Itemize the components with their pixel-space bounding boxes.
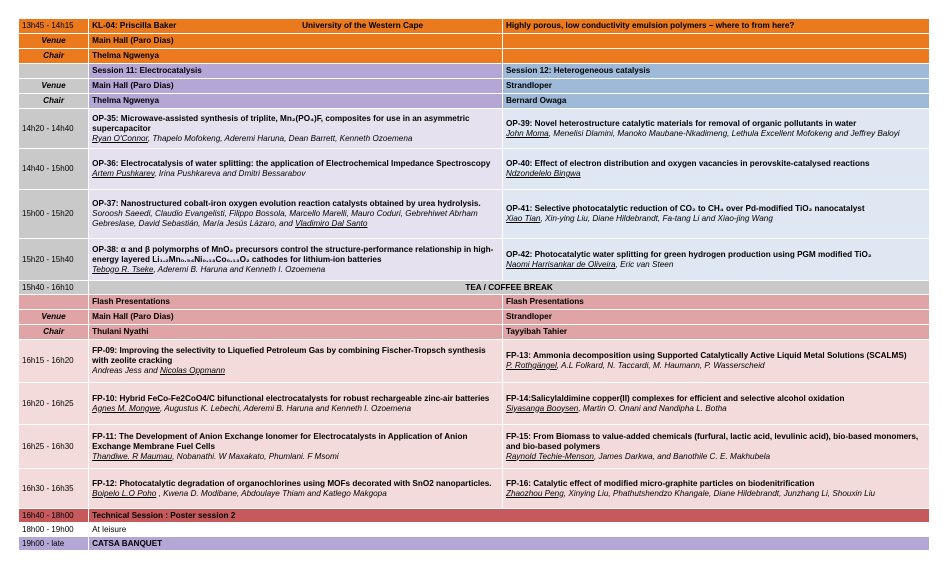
flash-row: [19, 340, 930, 383]
co-authors: , Eric van Steen: [615, 259, 674, 269]
presenter-name: Naomi Harrisankar de Oliveira: [505, 259, 616, 269]
talk-authors: [92, 134, 499, 144]
talk-authors: [92, 452, 499, 462]
co-authors: , Kwena D. Modibane, Abdoulaye Thiam and Katlego Makgopa: [156, 488, 387, 498]
talk-title: FP-16: Catalytic effect of modified micro-graphite particles on biodenitrification: [505, 478, 815, 488]
talk-time: 16h30 - 16h35: [19, 469, 89, 509]
talk-title: OP-38: α and β polymorphs of MnO₂ precursors control the structure-performance relationship in high-energy layered Li₁.₂Mn₀.₅₄Ni₀.₁₃Co₀.₁₃O₂ cathodes for lithium-ion batteries: [92, 244, 494, 264]
venue-label: Venue: [19, 79, 89, 94]
presenter-name: Boipelo L.O Poho: [92, 488, 157, 498]
poster-session-label: Technical Session : Poster session 2: [92, 510, 236, 520]
co-authors: , Menelisi Dlamini, Manoko Maubane-Nkadimeng, Lethula Excellent Mofokeng and Jeffrey Baloyi: [548, 128, 900, 138]
talk-time: 14h20 - 14h40: [19, 109, 89, 149]
keynote-venue-row: [19, 34, 930, 49]
keynote-university: University of the Western Cape: [302, 21, 424, 30]
talk-authors: [506, 361, 926, 371]
chair-label: Chair: [19, 49, 89, 64]
venue-label: Venue: [19, 310, 89, 325]
talk-authors: [92, 209, 499, 229]
talk-authors: [92, 404, 499, 414]
presenter-name: Zhaozhou Peng: [505, 488, 564, 498]
session-11-title: Session 11: Electrocatalysis: [92, 66, 202, 75]
talk-time: 15h00 - 15h20: [19, 190, 89, 239]
talk-title: FP-12: Photocatalytic degradation of organochlorines using MOFs decorated with SnO2 nanoparticles.: [92, 478, 492, 488]
talk-authors: [506, 452, 926, 462]
flash-left-title: Flash Presentations: [92, 297, 170, 306]
break-time: 15h40 - 16h10: [19, 281, 89, 295]
talk-title: FP-14:Salicylaldimine copper(II) complexes for efficient and selective alcohol oxidation: [505, 393, 845, 403]
presenter-name: Siyasanga Booysen: [505, 403, 579, 413]
co-authors: , Thapelo Mofokeng, Aderemi Haruna, Dean Barrett, Kenneth Ozoemena: [147, 133, 413, 143]
presenter-name: Ryan O'Connor: [92, 133, 148, 143]
banquet-time: 19h00 - late: [19, 537, 89, 551]
talk-authors: [506, 489, 926, 499]
poster-time: 16h40 - 18h00: [19, 509, 89, 523]
session-venue-row: [19, 79, 930, 94]
presenter-name: P. Rothgängel: [505, 361, 557, 370]
talk-authors: [506, 169, 926, 179]
talk-title: OP-37: Nanostructured cobalt-iron oxygen evolution reaction catalysts obtained by urea hydrolysis.: [92, 199, 481, 208]
co-authors: , Aderemi B. Haruna and Kenneth I. Ozoemena: [153, 264, 326, 274]
presenter-name: Agnes M. Mongwe: [92, 403, 160, 413]
session-title-row: [19, 64, 930, 79]
flash-right-title: Flash Presentations: [505, 297, 584, 306]
talk-row: [19, 149, 930, 190]
talk-time: 14h40 - 15h00: [19, 149, 89, 190]
presenter-name: Xiao Tian: [505, 214, 541, 223]
talk-authors: [92, 265, 499, 275]
flash-right-venue: Strandloper: [505, 312, 552, 321]
flash-venue-row: [19, 310, 930, 325]
keynote-speaker-cell: [89, 19, 503, 34]
co-authors: Andreas Jess and: [92, 366, 160, 375]
flash-right-chair: Tayyibah Tahier: [505, 327, 568, 336]
talk-time: 16h25 - 16h30: [19, 425, 89, 469]
flash-row: [19, 469, 930, 509]
flash-row: [19, 425, 930, 469]
talk-authors: [92, 366, 499, 376]
keynote-chair: Thelma Ngwenya: [92, 51, 160, 60]
session-12-venue: Strandloper: [505, 81, 552, 90]
keynote-title: Highly porous, low conductivity emulsion polymers – where to from here?: [505, 21, 795, 30]
talk-title: FP-10: Hybrid FeCo-Fe2CoO4/C bifunctional electrocatalysts for robust rechargeable zinc-air batteries: [92, 393, 490, 403]
talk-row: [19, 239, 930, 281]
talk-time: 16h15 - 16h20: [19, 340, 89, 383]
presenter-name: Tebogo R. Tseke: [92, 264, 154, 274]
session-12-title: Session 12: Heterogeneous catalysis: [505, 66, 651, 75]
flash-title-row: [19, 295, 930, 310]
flash-chair-row: [19, 325, 930, 340]
poster-session-row: [19, 509, 930, 523]
leisure-label: At leisure: [89, 523, 930, 537]
session-11-chair: Thelma Ngwenya: [92, 96, 160, 105]
chair-label: Chair: [19, 94, 89, 109]
co-authors: , Xinying Liu, Phathutshendzo Khangale, Diane Hildebrandt, Junzhang Li, Shouxin Liu: [563, 488, 876, 498]
talk-authors: [506, 404, 926, 414]
talk-title: OP-41: Selective photocatalytic reduction of CO₂ to CH₄ over Pd-modified TiO₂ nanocatalyst: [505, 204, 865, 213]
talk-row: [19, 109, 930, 149]
presenter-name: Raynold Techie-Menson: [505, 451, 594, 461]
keynote-speaker: KL-04: Priscilla Baker: [92, 21, 177, 30]
break-row: [19, 281, 930, 295]
chair-label: Chair: [19, 325, 89, 340]
flash-left-chair: Thulani Nyathi: [92, 327, 149, 336]
session-chair-row: [19, 94, 930, 109]
talk-time: 16h20 - 16h25: [19, 383, 89, 425]
leisure-time: 18h00 - 19h00: [19, 523, 89, 537]
talk-title: OP-35: Microwave-assisted synthesis of triplite, Mn₂(PO₄)F, composites for use in an asymmetric supercapacitor: [92, 113, 470, 133]
talk-title: OP-42: Photocatalytic water splitting for green hydrogen production using PGM modified TiO₂: [505, 249, 872, 259]
co-authors: , Irina Pushkareva and Dmitri Bessarabov: [154, 169, 306, 178]
talk-title: FP-09: Improving the selectivity to Liquefied Petroleum Gas by combining Fischer-Tropsch synthesis with zeolite cracking: [92, 346, 486, 365]
presenter-name: Ndzondelelo Bingwa: [505, 169, 581, 178]
co-authors: , A.L Folkard, N. Taccardi, M. Haumann, P. Wasserscheid: [556, 361, 765, 370]
talk-authors: [506, 260, 926, 270]
flash-left-venue: Main Hall (Paro Dias): [92, 312, 174, 321]
presenter-name: Vladimiro Dal Santo: [295, 219, 368, 228]
talk-row: [19, 190, 930, 239]
co-authors: Soroosh Saeedi, Claudio Evangelisti, Filippo Bossola, Marcello Marelli, Mauro Coduri, Gebrehiwet Abrham Gebreslase, David Sebastián, María Jesús Lázaro, and: [92, 209, 478, 228]
schedule-table: [18, 18, 930, 551]
talk-title: FP-13: Ammonia decomposition using Supported Catalytically Active Liquid Metal Solutions (SCALMS): [505, 351, 907, 360]
leisure-row: [19, 523, 930, 537]
co-authors: , Nobanathi. W Maxakato, Phumlani. F Msomi: [172, 451, 339, 461]
talk-authors: [506, 214, 926, 224]
keynote-row: [19, 19, 930, 34]
presenter-name: Thandiwe. R Maumau: [92, 451, 173, 461]
presenter-name: Nicolas Oppmann: [159, 366, 226, 375]
co-authors: , Xin-ying Liu, Diane Hildebrandt, Fa-tang Li and Xiao-jing Wang: [540, 214, 773, 223]
banquet-row: [19, 537, 930, 551]
keynote-chair-row: [19, 49, 930, 64]
flash-row: [19, 383, 930, 425]
presenter-name: Artem Pushkarev: [92, 169, 155, 178]
co-authors: , Augustus K. Lebechi, Aderemi B. Haruna and Kenneth I. Ozoemena: [159, 403, 412, 413]
co-authors: , James Darkwa, and Banothile C. E. Makhubela: [593, 451, 771, 461]
venue-label: Venue: [19, 34, 89, 49]
presenter-name: John Moma: [505, 128, 549, 138]
co-authors: , Martin O. Onani and Nandipha L. Botha: [578, 403, 727, 413]
talk-title: OP-39: Novel heterostructure catalytic materials for removal of organic pollutants in water: [505, 118, 857, 128]
talk-authors: [92, 169, 499, 179]
session-11-venue: Main Hall (Paro Dias): [92, 81, 174, 90]
talk-time: 15h20 - 15h40: [19, 239, 89, 281]
talk-title: FP-15: From Biomass to value-added chemicals (furfural, lactic acid, levulinic acid), bio-based monomers, and bio-based polymers: [505, 431, 919, 451]
talk-title: OP-36: Electrocatalysis of water splitting: the application of Electrochemical Impedance Spectroscopy: [92, 159, 491, 168]
keynote-time: 13h45 - 14h15: [19, 19, 89, 34]
session-12-chair: Bernard Owaga: [505, 96, 567, 105]
break-label: TEA / COFFEE BREAK: [89, 281, 930, 295]
banquet-label: CATSA BANQUET: [92, 538, 163, 548]
talk-authors: [92, 489, 499, 499]
talk-title: FP-11: The Development of Anion Exchange Ionomer for Electrocatalysts in Application of Anion Exchange Membrane Fuel Cells: [92, 431, 468, 451]
talk-title: OP-40: Effect of electron distribution and oxygen vacancies in perovskite-catalysed reactions: [505, 159, 870, 168]
keynote-venue: Main Hall (Paro Dias): [92, 36, 174, 45]
talk-authors: [506, 129, 926, 139]
